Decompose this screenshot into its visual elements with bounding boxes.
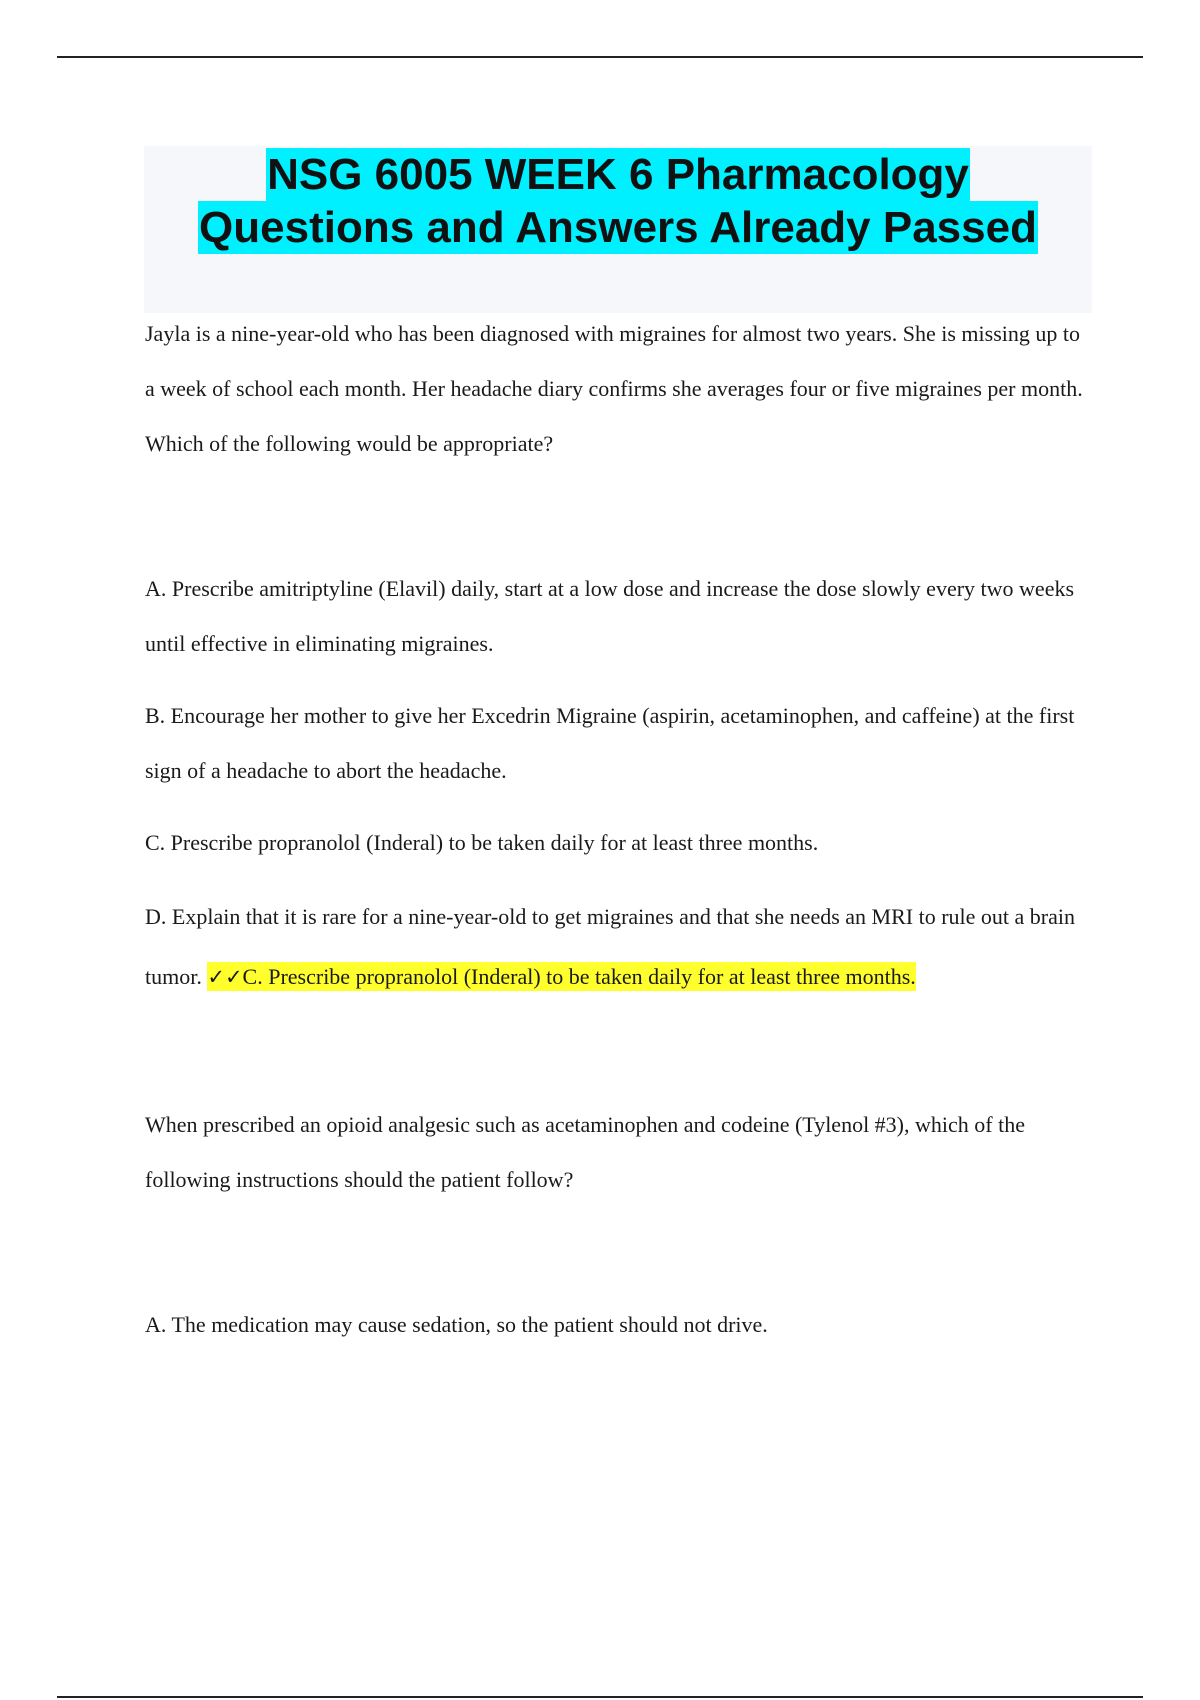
document-title-line-2: Questions and Answers Already Passed bbox=[199, 203, 1037, 252]
bottom-rule bbox=[57, 1696, 1143, 1698]
question-1-option-d bbox=[145, 887, 1095, 1007]
question-1-option-a: A. Prescribe amitriptyline (Elavil) daily, start at a low dose and increase the dose slowly every two weeks until effective in eliminating migraines. bbox=[145, 576, 1075, 656]
document-title-line-1: NSG 6005 WEEK 6 Pharmacology bbox=[267, 150, 969, 199]
question-1-option-d-text: D. Explain that it is rare for a nine-year-old to get migraines and that she needs an MRI to rule out a brain tumor. bbox=[145, 904, 1075, 989]
question-1-answer-text: C. Prescribe propranolol (Inderal) to be taken daily for at least three months. bbox=[242, 964, 916, 989]
question-1-answer bbox=[207, 962, 915, 991]
question-1-option-b: B. Encourage her mother to give her Excedrin Migraine (aspirin, acetaminophen, and caffeine) at the first sign of a headache to abort the headache. bbox=[145, 703, 1075, 783]
question-2-option-a: A. The medication may cause sedation, so the patient should not drive. bbox=[145, 1312, 768, 1337]
question-2-text: When prescribed an opioid analgesic such as acetaminophen and codeine (Tylenol #3), which of the following instructions should the patient follow? bbox=[145, 1112, 1025, 1192]
title-block bbox=[144, 146, 1092, 313]
top-rule bbox=[57, 56, 1143, 58]
question-1-option-c: C. Prescribe propranolol (Inderal) to be taken daily for at least three months. bbox=[145, 830, 819, 855]
document-body bbox=[145, 306, 1095, 1369]
double-checkmark-icon: ✓✓ bbox=[207, 965, 243, 989]
question-1-text: Jayla is a nine-year-old who has been diagnosed with migraines for almost two years. She is missing up to a week of school each month. Her headache diary confirms she averages four or five migraines per month. Which of the following would be appropriate? bbox=[145, 321, 1083, 456]
